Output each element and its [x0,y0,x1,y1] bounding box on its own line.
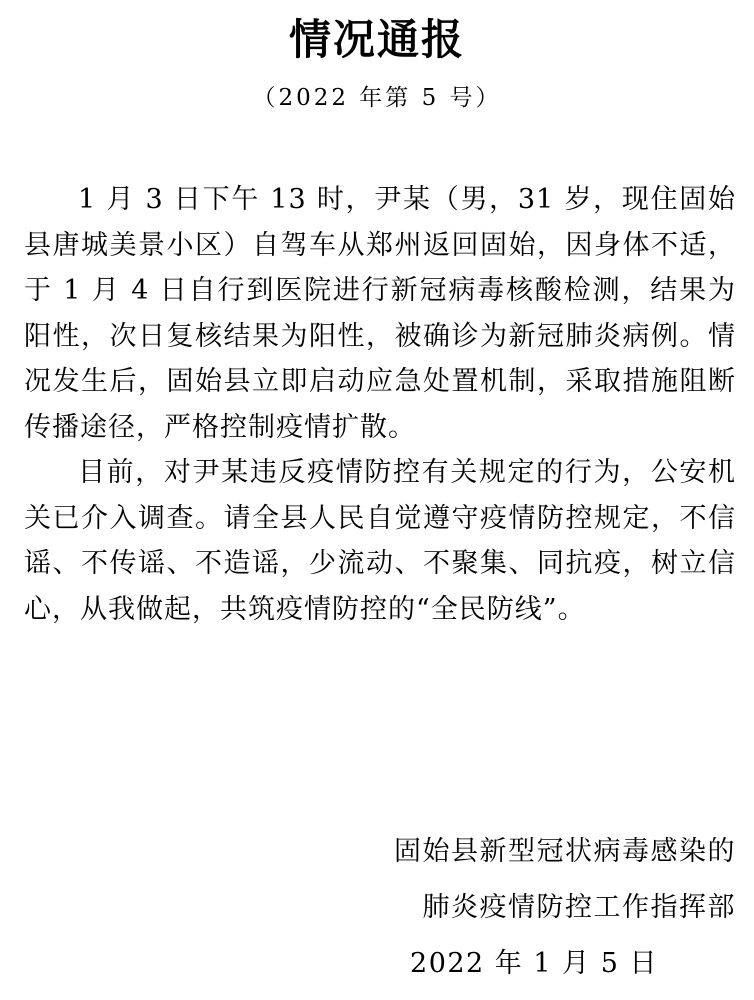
document-number: （2022 年第 5 号） [252,85,502,111]
body-paragraph-1: 1 月 3 日下午 13 时，尹某（男，31 岁，现住固始县唐城美景小区）自驾车从郑州返回固始，因身体不适，于 1 月 4 日自行到医院进行新冠病毒核酸检测，结果为阳性，次日复核结果为阳性，被确诊为新冠肺炎病例。情况发生后，固始县立即启动应急处置机制，采取措施阻断传播途径，严格控制疫情扩散。 [24,184,736,443]
issuing-organization-line-2: 肺炎疫情防控工作指挥部 [422,892,736,923]
document-body [24,177,736,632]
signature-block [316,824,736,992]
body-paragraph-2: 目前，对尹某违反疫情防控有关规定的行为，公安机关已介入调查。请全县人民自觉遵守疫情防控规定，不信谣、不传谣、不造谣，少流动、不聚集、同抗疫，树立信心，从我做起，共筑疫情防控的“全民防线”。 [24,457,736,625]
document-title: 情况通报 [288,15,465,64]
issue-date: 2022 年 1 月 5 日 [410,948,658,979]
issuing-organization-line-1: 固始县新型冠状病毒感染的 [394,836,736,867]
